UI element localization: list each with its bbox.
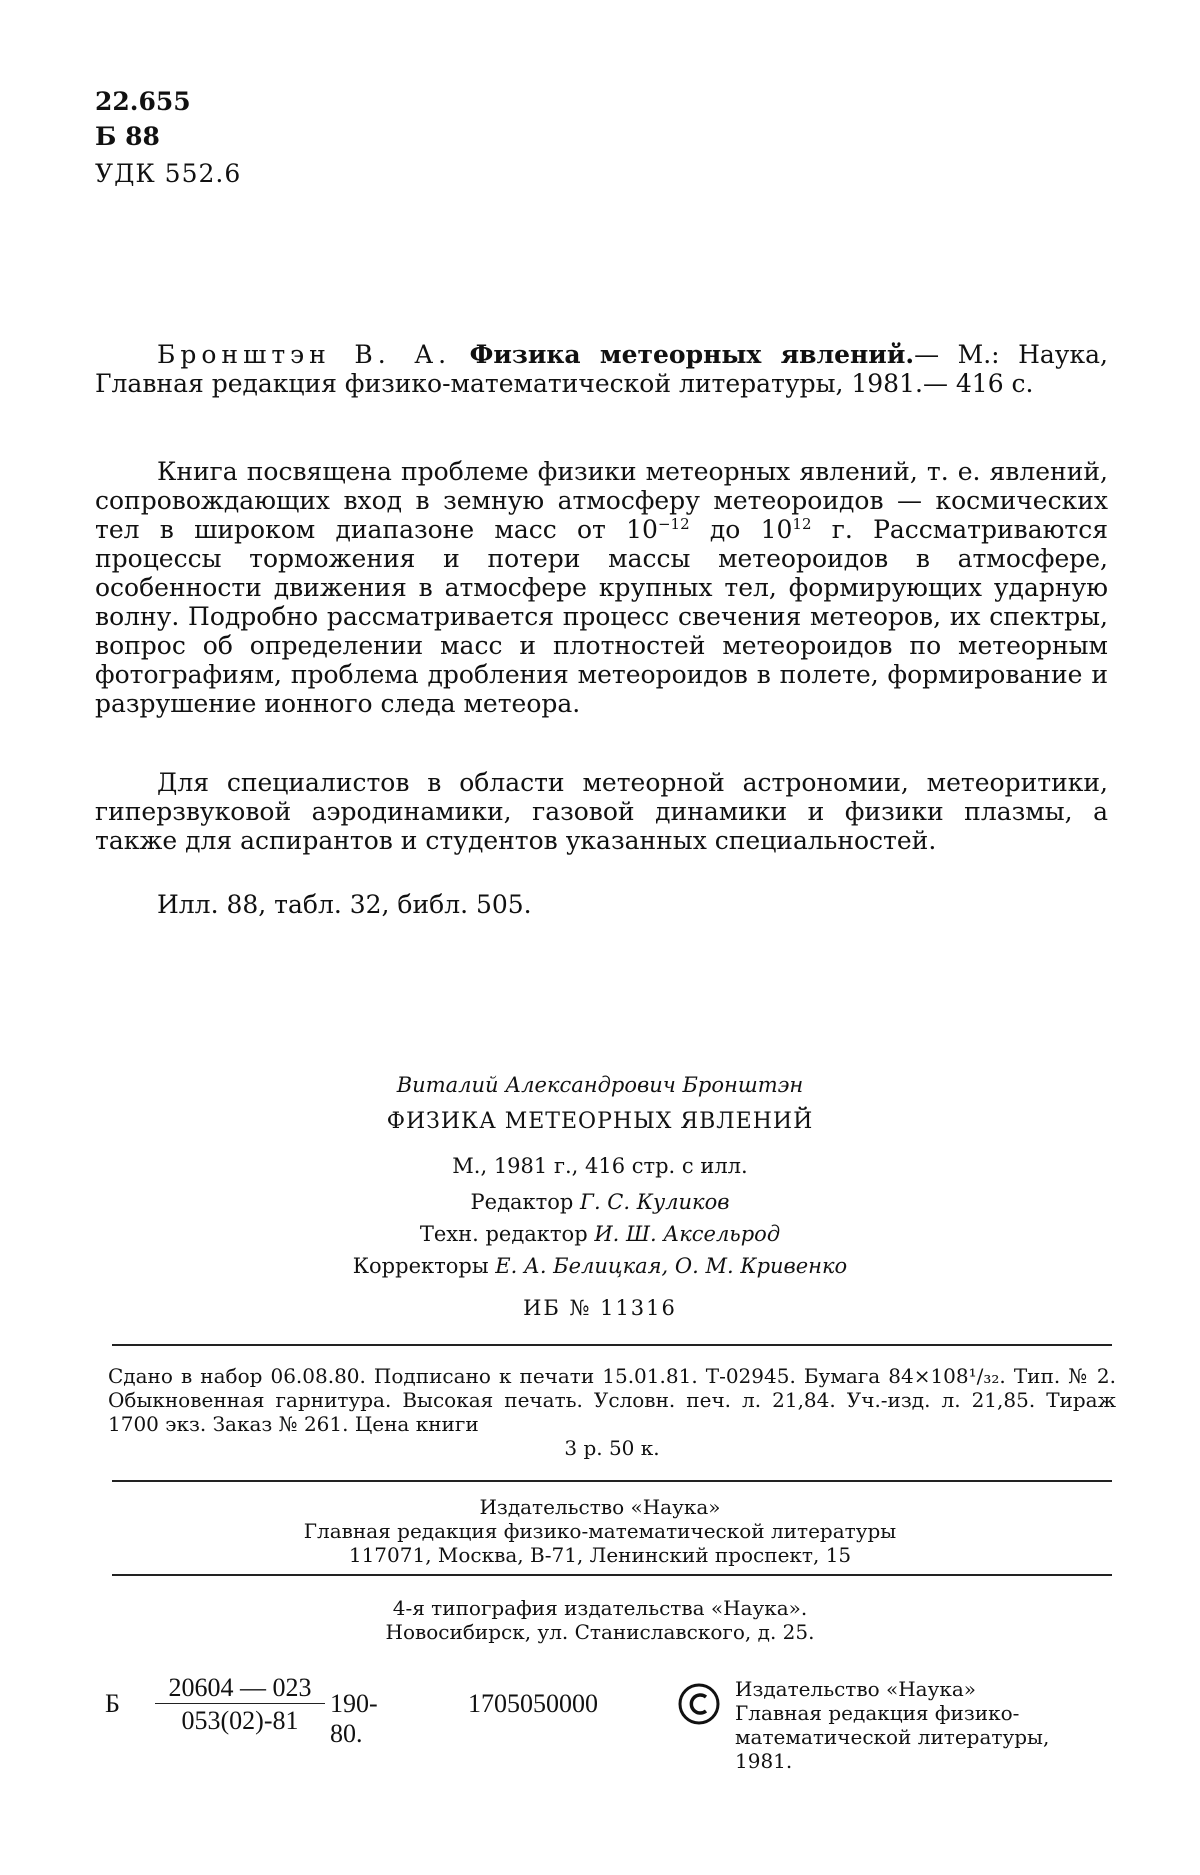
abstract-text-a: Книга посвящена проблеме физики метеорных явлений, т. е. явлений, сопровождающих вход в земную атмосферу метеороидов — космических тел в широком диапазоне масс от 10 <box>95 457 1108 544</box>
divider-2 <box>112 1480 1112 1482</box>
copyright-line-4: 1981. <box>735 1749 793 1773</box>
bbk-code: 22.655 <box>95 87 191 116</box>
divider-1 <box>112 1344 1112 1346</box>
publisher-name: Издательство «Наука» <box>479 1495 721 1519</box>
bib-author: Бронштэн В. А. <box>157 340 452 369</box>
tech-editor-label: Техн. редактор <box>419 1222 588 1246</box>
divider-3 <box>112 1574 1112 1576</box>
correctors-line <box>0 1248 1200 1284</box>
bibliographic-record <box>95 340 1108 398</box>
printer-address: Новосибирск, ул. Станиславского, д. 25. <box>385 1620 815 1644</box>
audience-text: Для специалистов в области метеорной астрономии, метеоритики, гиперзвуковой аэродинамики, газовой динамики и физики плазмы, а также для аспирантов и студентов указанных специальностей. <box>95 768 1108 855</box>
bib-rest: — М.: Наука, Главная редакция физико-математической литературы, 1981.— 416 с. <box>95 340 1108 398</box>
figures-count: Илл. 88, табл. 32, библ. 505. <box>157 890 532 919</box>
printer-block <box>0 1596 1200 1644</box>
correctors-names: Е. А. Белицкая, О. М. Кривенко <box>495 1254 848 1278</box>
print-details <box>108 1364 1116 1460</box>
correctors-label: Корректоры <box>352 1254 489 1278</box>
print-details-text: Сдано в набор 06.08.80. Подписано к печати 15.01.81. Т-02945. Бумага 84×108¹/₃₂. Тип. № 2. Обыкновенная гарнитура. Высокая печать. Условн. печ. л. 21,84. Уч.-изд. л. 21,85. Тираж 1700 экз. Заказ № 261. Цена книги <box>108 1364 1116 1436</box>
author-full-name: Виталий Александрович Бронштэн <box>396 1073 804 1097</box>
catalog-denominator: 053(02)-81 <box>181 1706 299 1735</box>
author-mark: Б 88 <box>95 122 160 151</box>
tech-editor-line <box>0 1216 1200 1252</box>
editor-label: Редактор <box>470 1190 574 1214</box>
tech-editor-name: И. Ш. Аксельрод <box>594 1222 781 1246</box>
catalog-numerator: 20604 — 023 <box>155 1673 325 1704</box>
abstract-text-b: до 10 <box>689 515 793 544</box>
publisher-address: 117071, Москва, В-71, Ленинский проспект, 15 <box>348 1543 852 1567</box>
publisher-division: Главная редакция физико-математической литературы <box>303 1519 897 1543</box>
editor-name: Г. С. Куликов <box>580 1190 730 1214</box>
copyright-line-3: математической литературы, <box>735 1725 1050 1749</box>
bib-title: Физика метеорных явлений. <box>469 340 915 369</box>
abstract-paragraph-1 <box>95 457 1108 718</box>
abstract-paragraph-2 <box>95 768 1108 855</box>
price: 3 р. 50 к. <box>564 1436 660 1460</box>
abstract-exp-2: 12 <box>792 515 812 533</box>
catalog-code-number: 1705050000 <box>468 1689 598 1718</box>
abstract-exp-1: −12 <box>657 515 690 533</box>
copyright-line-1: Издательство «Наука» <box>735 1677 977 1701</box>
catalog-prefix: Б <box>105 1689 120 1718</box>
copyright-block <box>735 1677 1155 1773</box>
publication-line: М., 1981 г., 416 стр. с илл. <box>452 1154 748 1178</box>
book-title-caps: ФИЗИКА МЕТЕОРНЫХ ЯВЛЕНИЙ <box>386 1109 814 1134</box>
abstract-paragraph-3 <box>95 890 1108 919</box>
publisher-block <box>0 1495 1200 1567</box>
ib-number: ИБ № 11316 <box>523 1296 677 1320</box>
catalog-suffix: 190-80. <box>330 1689 378 1748</box>
abstract-text-c: г. Рассматриваются процессы торможения и потери массы метеороидов в атмосфере, особенности движения в атмосфере крупных тел, формирующих ударную волну. Подробно рассматривается процесс свечения метеоров, их спектры, вопрос об определении масс и плотностей метеороидов по метеорным фотографиям, проблема дробления метеороидов в полете, формирование и разрушение ионного следа метеора. <box>95 515 1108 718</box>
copyright-icon <box>677 1682 721 1726</box>
printer-name: 4-я типография издательства «Наука». <box>392 1596 808 1620</box>
editor-line <box>0 1184 1200 1220</box>
copyright-line-2: Главная редакция физико- <box>735 1701 1020 1725</box>
udk-code: УДК 552.6 <box>95 159 242 188</box>
